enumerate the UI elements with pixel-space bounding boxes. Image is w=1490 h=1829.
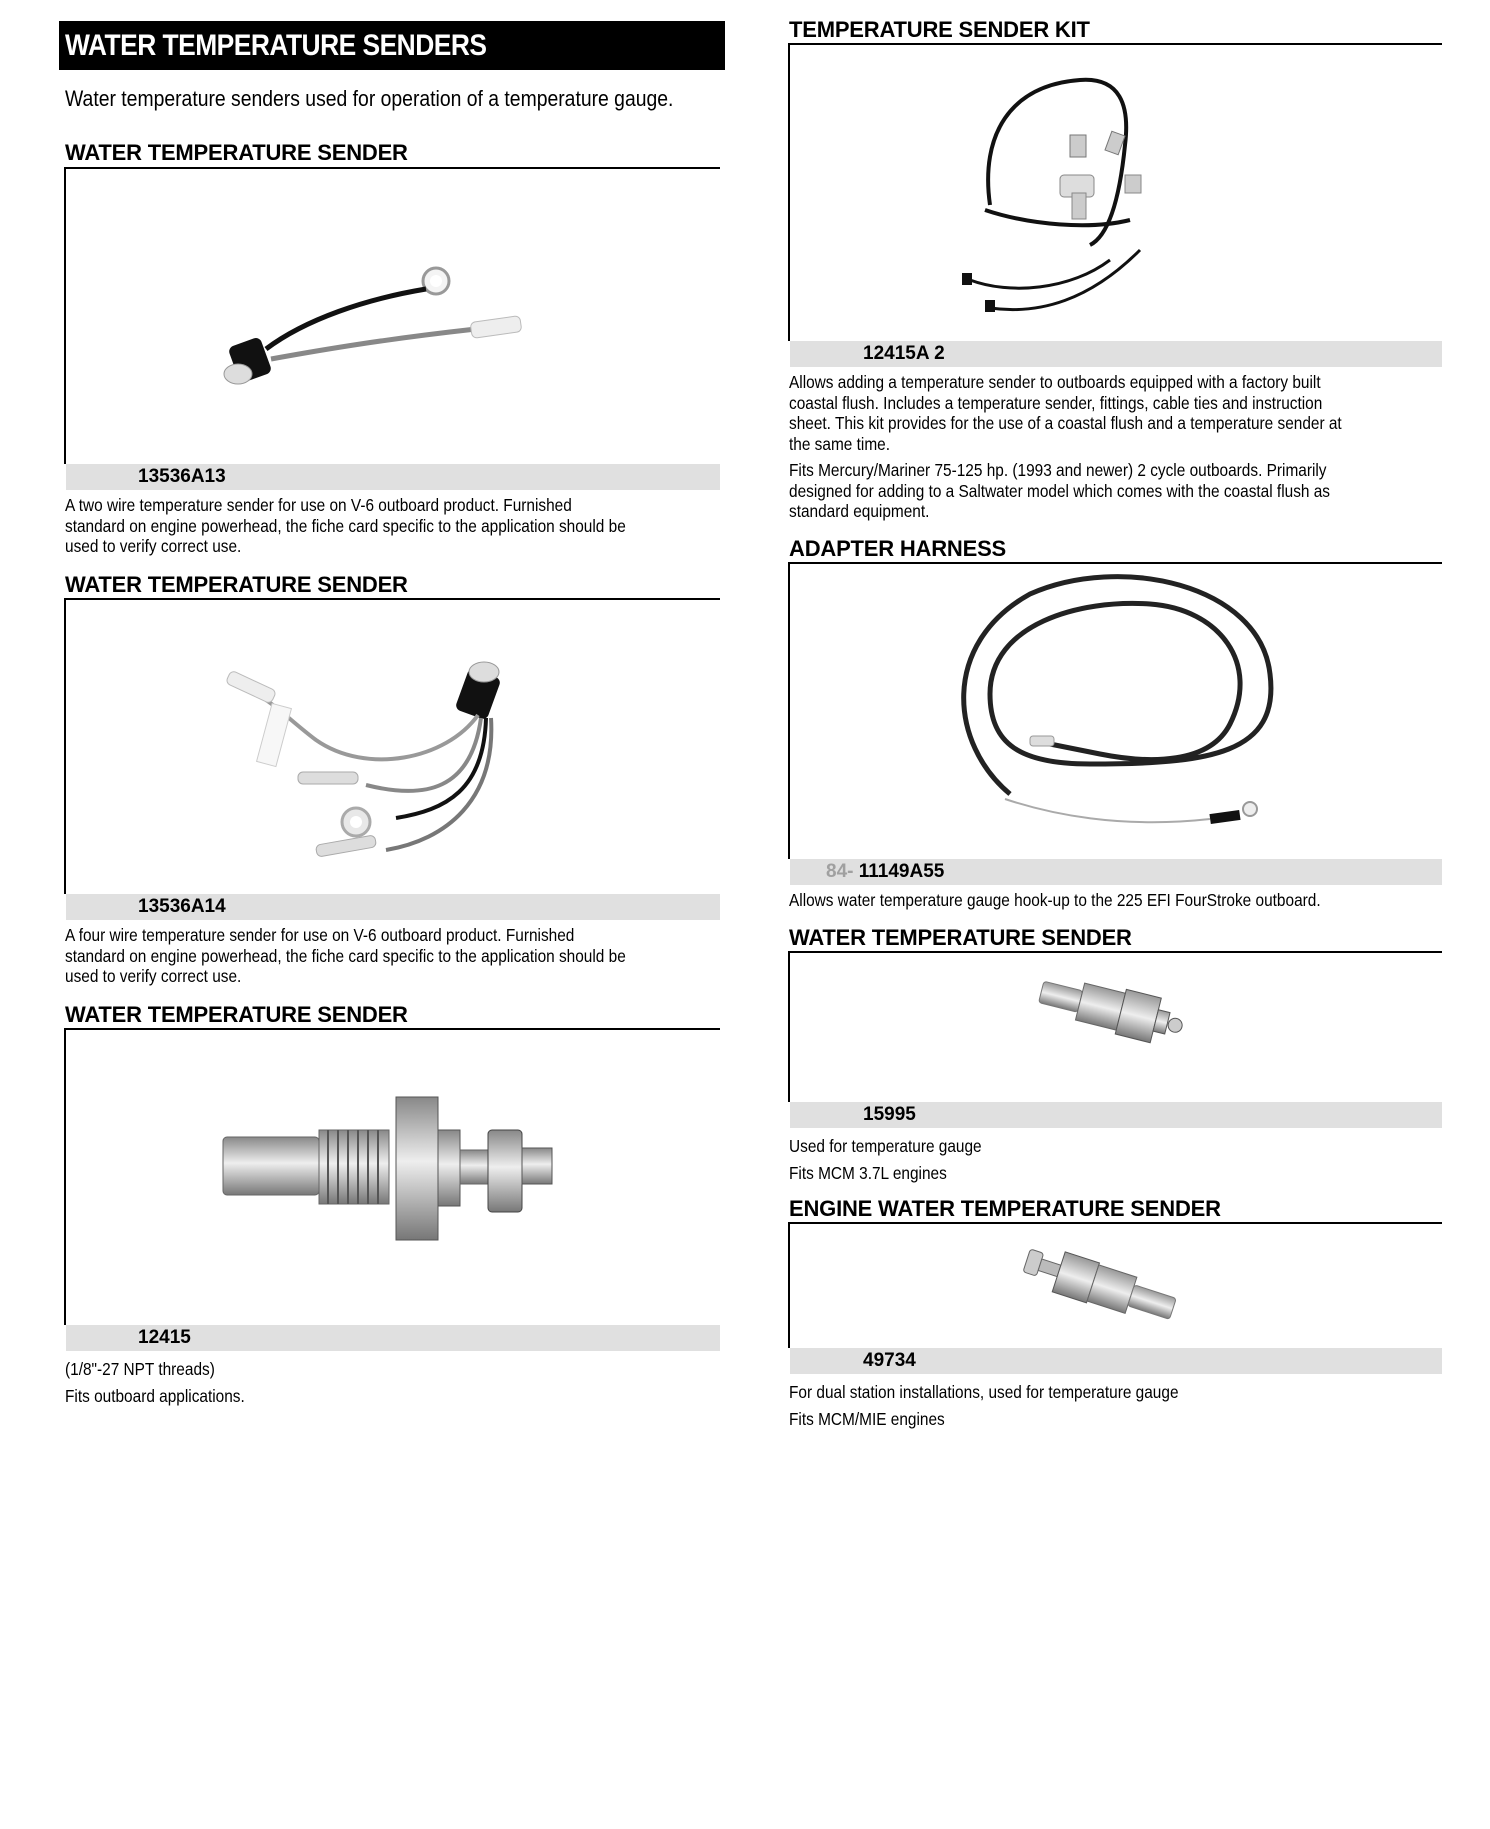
description-line: the same time. (789, 433, 891, 454)
adapter-harness-image (790, 564, 1442, 859)
part-number-value: 13536A14 (138, 896, 226, 917)
part-number-value: 13536A13 (138, 466, 226, 487)
description-line: Fits MCM/MIE engines (789, 1409, 945, 1429)
section-heading: WATER TEMPERATURE SENDER (789, 925, 1132, 950)
description-line: sheet. This kit provides for the use of a coastal flush and a temperature sender at (789, 413, 1342, 433)
section-heading: WATER TEMPERATURE SENDER (65, 140, 408, 165)
part-number-bar (790, 859, 1442, 885)
four-wire-sender-image (66, 600, 720, 894)
description-line: coastal flush. Includes a temperature sender, fittings, cable ties and instruction (789, 392, 1323, 413)
section-heading: WATER TEMPERATURE SENDER (65, 572, 408, 597)
part-number-value: 12415 (138, 1327, 191, 1348)
section-heading: TEMPERATURE SENDER KIT (789, 17, 1090, 42)
part-number[interactable] (138, 894, 226, 920)
threaded-sender-image (66, 1030, 720, 1325)
part-number-bar (66, 1325, 720, 1351)
part-number-bar (66, 894, 720, 920)
part-description (65, 925, 725, 987)
description-line: Allows adding a temperature sender to outboards equipped with a factory built (789, 372, 1321, 392)
description-line: A two wire temperature sender for use on V-6 outboard product. Furnished (65, 495, 572, 515)
description-line: For dual station installations, used for temperature gauge (789, 1382, 1179, 1402)
two-wire-sender-image (66, 169, 720, 464)
part-number[interactable] (863, 1102, 916, 1128)
description-line: standard on engine powerhead, the fiche card specific to the application should be (65, 515, 626, 536)
page-title-bar (59, 21, 725, 70)
description-line: Fits Mercury/Mariner 75-125 hp. (1993 and newer) 2 cycle outboards. Primarily (789, 460, 1327, 480)
part-description (65, 1356, 725, 1410)
description-line: used to verify correct use. (65, 536, 242, 556)
part-description (789, 372, 1449, 528)
part-description (789, 1133, 1449, 1187)
description-line: designed for adding to a Saltwater model which comes with the coastal flush as (789, 480, 1331, 501)
part-number-value: 49734 (863, 1350, 916, 1371)
part-number-value: 12415A 2 (863, 343, 945, 364)
part-number-bar (790, 1102, 1442, 1128)
part-number[interactable] (826, 859, 944, 885)
description-line: standard equipment. (789, 501, 930, 521)
description-line: used to verify correct use. (65, 966, 242, 986)
part-number-bar (66, 464, 720, 490)
description-line: Used for temperature gauge (789, 1136, 982, 1156)
part-number[interactable] (863, 1348, 916, 1374)
description-line: (1/8"-27 NPT threads) (65, 1359, 215, 1379)
part-description (789, 1379, 1449, 1433)
page-title: WATER TEMPERATURE SENDERS (65, 29, 487, 62)
section-heading: WATER TEMPERATURE SENDER (65, 1002, 408, 1027)
description-line: Allows water temperature gauge hook-up to the 225 EFI FourStroke outboard. (789, 890, 1321, 910)
part-number[interactable] (138, 464, 226, 490)
part-prefix: 84- (826, 861, 854, 882)
section-heading: ADAPTER HARNESS (789, 536, 1007, 561)
dual-station-sender-image (790, 1224, 1442, 1348)
part-description (789, 890, 1449, 917)
part-number[interactable] (863, 341, 945, 367)
sender-kit-image (790, 45, 1442, 341)
description-line: Fits outboard applications. (65, 1386, 245, 1406)
intro-text (65, 86, 756, 112)
description-line: Fits MCM 3.7L engines (789, 1163, 947, 1183)
mcm-sender-image (790, 953, 1442, 1102)
section-heading: ENGINE WATER TEMPERATURE SENDER (789, 1196, 1221, 1221)
part-description (65, 495, 725, 557)
part-number-bar (790, 341, 1442, 367)
part-number-bar (790, 1348, 1442, 1374)
part-number-value: 15995 (863, 1104, 916, 1125)
intro-text-content: Water temperature senders used for operation of a temperature gauge. (65, 86, 674, 111)
description-line: A four wire temperature sender for use on V-6 outboard product. Furnished (65, 925, 575, 945)
part-number[interactable] (138, 1325, 191, 1351)
description-line: standard on engine powerhead, the fiche card specific to the application should be (65, 945, 626, 966)
part-number-value: 11149A55 (858, 861, 945, 882)
